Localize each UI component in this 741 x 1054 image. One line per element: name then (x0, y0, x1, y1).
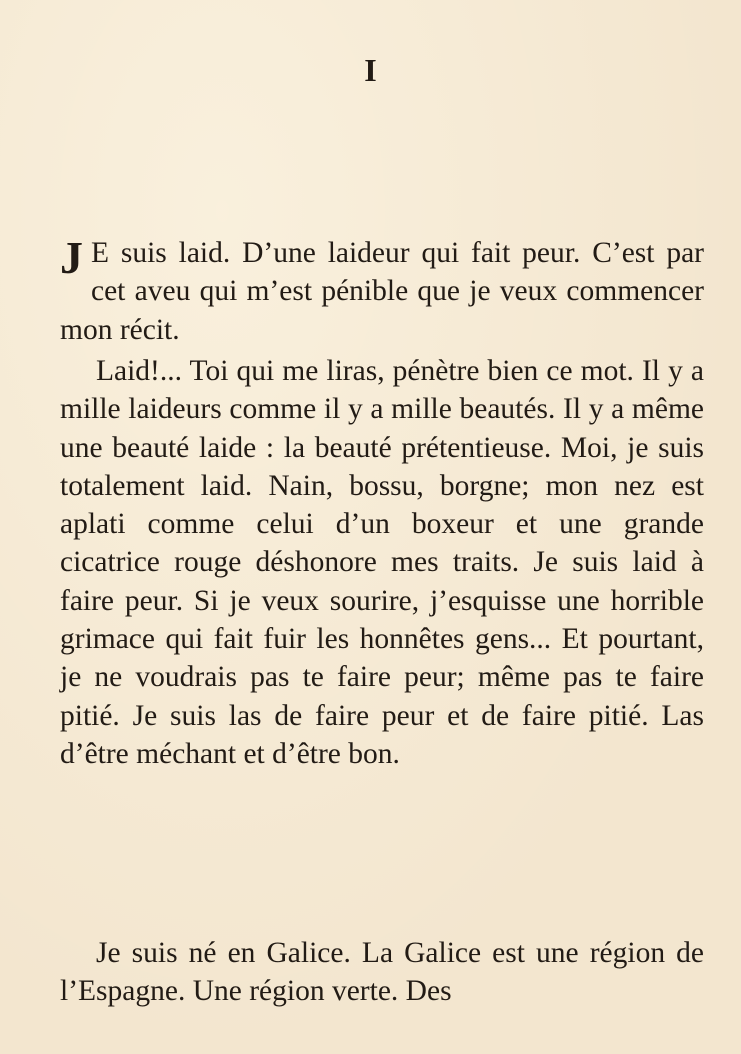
paragraph-opening (60, 234, 704, 349)
paragraph-opening-text: E suis laid. D’une laideur qui fait peur. C’est par cet aveu qui m’est pénible que je veux commencer mon récit. (60, 237, 704, 346)
paragraph-galice: Je suis né en Galice. La Galice est une région de l’Espagne. Une région verte. Des (60, 937, 704, 1008)
drop-cap: J (60, 232, 83, 283)
paragraph-laid: Laid!... Toi qui me liras, pénètre bien ce mot. Il y a mille laideurs comme il y a mille beautés. Il y a même une beauté laide : la beauté prétentieuse. Moi, je suis totalement laid. Nain, bossu, borgne; mon nez est aplati comme celui d’un boxeur et une grande cicatrice rouge déshonore mes traits. Je suis laid à faire peur. Si je veux sourire, j’esquisse une horrible grimace qui fait fuir les honnêtes gens... Et pourtant, je ne voudrais pas te faire peur; même pas te faire pitié. Je suis las de faire peur et de faire pitié. Las d’être méchant et d’être bon. (60, 355, 704, 770)
chapter-heading: I (364, 52, 377, 88)
